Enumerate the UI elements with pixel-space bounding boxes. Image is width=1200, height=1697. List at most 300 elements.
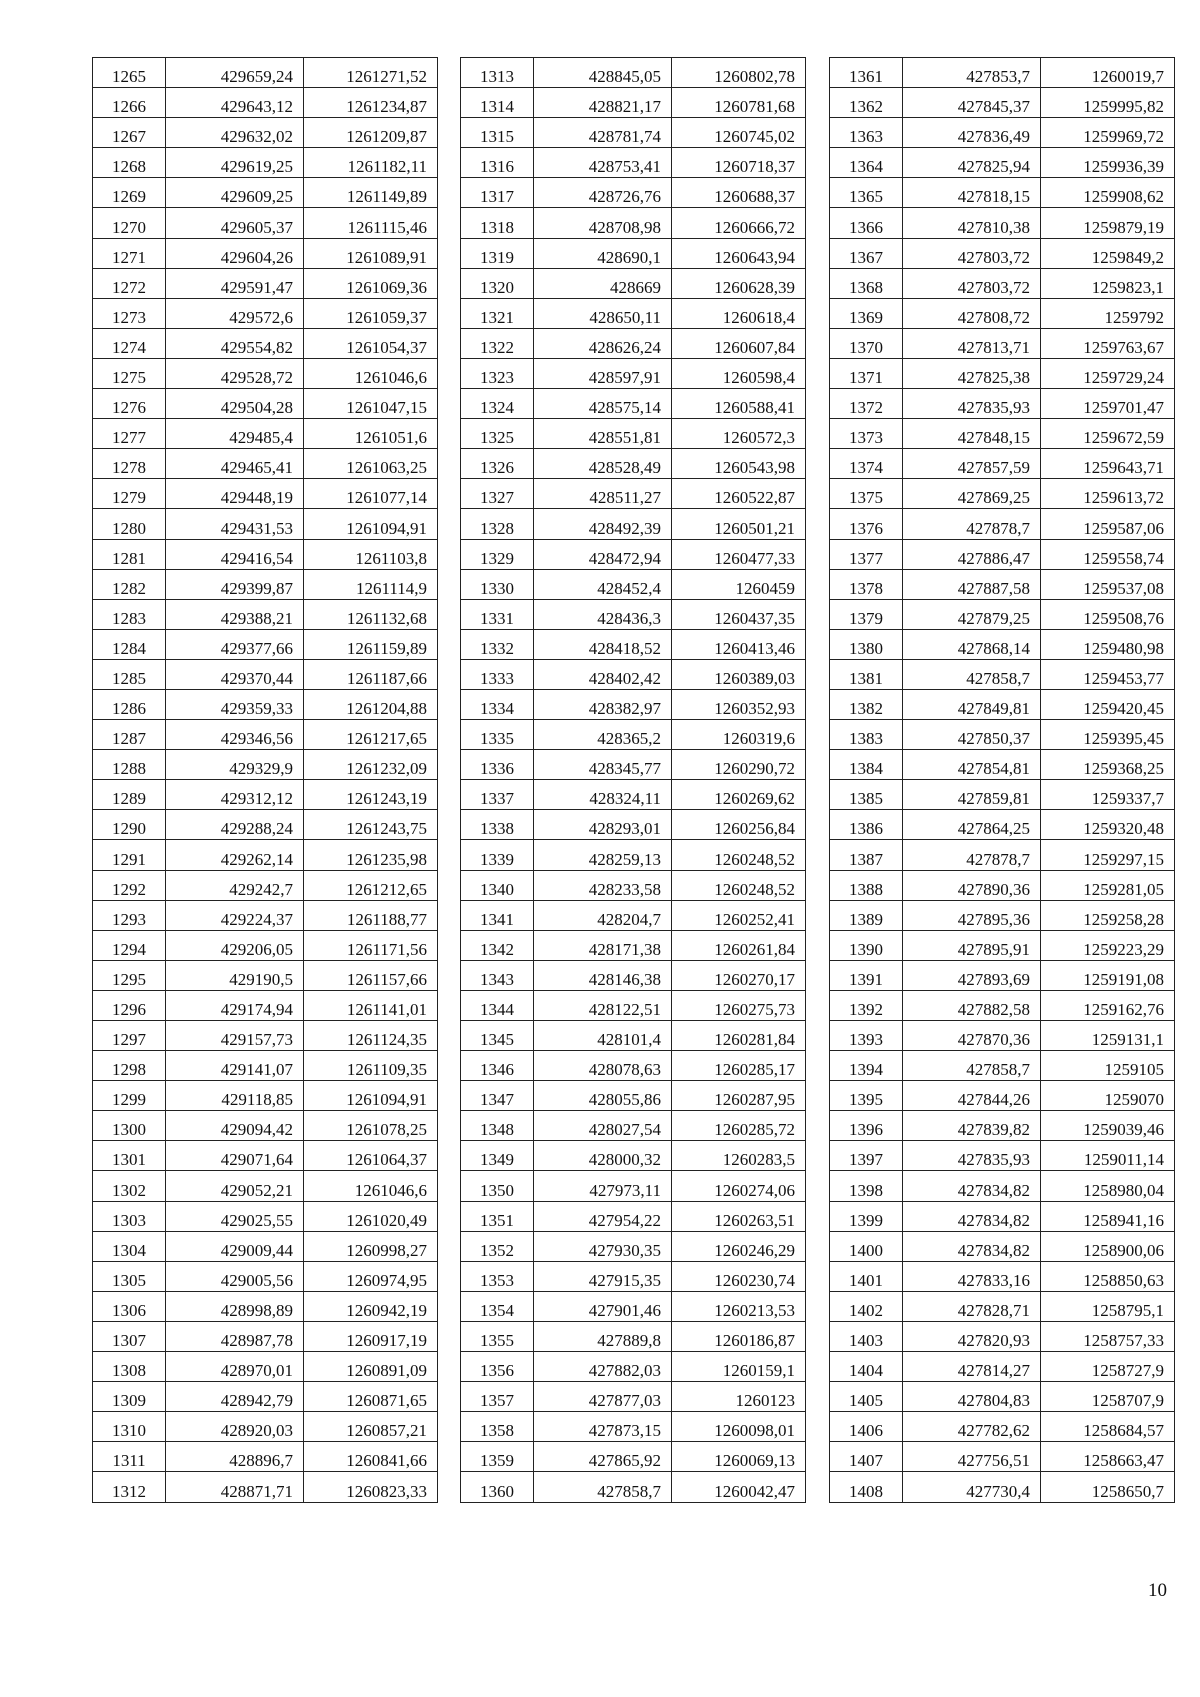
point-number-cell: 1280 [93, 509, 166, 539]
y-coordinate-cell: 1261069,36 [304, 268, 438, 298]
table-row [830, 569, 1175, 599]
table-row [93, 1201, 438, 1231]
table-row [93, 1171, 438, 1201]
x-coordinate-cell: 427895,36 [903, 900, 1041, 930]
table-row [830, 1442, 1175, 1472]
table-row [830, 930, 1175, 960]
table-row [93, 509, 438, 539]
x-coordinate-cell: 427853,7 [903, 58, 1041, 88]
x-coordinate-cell: 427869,25 [903, 479, 1041, 509]
x-coordinate-cell: 427808,72 [903, 298, 1041, 328]
table-row [461, 900, 806, 930]
y-coordinate-cell: 1261232,09 [304, 750, 438, 780]
table-row [93, 449, 438, 479]
table-row [93, 328, 438, 358]
table-row [830, 479, 1175, 509]
point-number-cell: 1291 [93, 840, 166, 870]
x-coordinate-cell: 429528,72 [166, 358, 304, 388]
x-coordinate-cell: 429346,56 [166, 720, 304, 750]
y-coordinate-cell: 1260522,87 [672, 479, 806, 509]
y-coordinate-cell: 1260998,27 [304, 1231, 438, 1261]
point-number-cell: 1311 [93, 1442, 166, 1472]
table-row [830, 88, 1175, 118]
table-row [830, 1141, 1175, 1171]
y-coordinate-cell: 1261171,56 [304, 930, 438, 960]
table-row [461, 1231, 806, 1261]
table-row [461, 358, 806, 388]
x-coordinate-cell: 428781,74 [534, 118, 672, 148]
x-coordinate-cell: 427859,81 [903, 780, 1041, 810]
y-coordinate-cell: 1260572,3 [672, 419, 806, 449]
y-coordinate-cell: 1259969,72 [1041, 118, 1175, 148]
table-row [830, 900, 1175, 930]
point-number-cell: 1289 [93, 780, 166, 810]
point-number-cell: 1269 [93, 178, 166, 208]
table-row [93, 1352, 438, 1382]
point-number-cell: 1339 [461, 840, 534, 870]
x-coordinate-cell: 428492,39 [534, 509, 672, 539]
table-row [830, 1021, 1175, 1051]
x-coordinate-cell: 428998,89 [166, 1291, 304, 1321]
x-coordinate-cell: 429659,24 [166, 58, 304, 88]
y-coordinate-cell: 1258795,1 [1041, 1291, 1175, 1321]
y-coordinate-cell: 1259879,19 [1041, 208, 1175, 238]
point-number-cell: 1361 [830, 58, 903, 88]
table-row [461, 449, 806, 479]
x-coordinate-cell: 428418,52 [534, 629, 672, 659]
table-row [830, 1081, 1175, 1111]
table-row [93, 960, 438, 990]
x-coordinate-cell: 428626,24 [534, 328, 672, 358]
x-coordinate-cell: 429118,85 [166, 1081, 304, 1111]
point-number-cell: 1403 [830, 1321, 903, 1351]
table-row [93, 629, 438, 659]
y-coordinate-cell: 1259613,72 [1041, 479, 1175, 509]
table-row [461, 780, 806, 810]
y-coordinate-cell: 1260123 [672, 1382, 806, 1412]
y-coordinate-cell: 1260098,01 [672, 1412, 806, 1442]
point-number-cell: 1290 [93, 810, 166, 840]
y-coordinate-cell: 1259258,28 [1041, 900, 1175, 930]
y-coordinate-cell: 1259297,15 [1041, 840, 1175, 870]
table-row [93, 389, 438, 419]
x-coordinate-cell: 429157,73 [166, 1021, 304, 1051]
point-number-cell: 1276 [93, 389, 166, 419]
point-number-cell: 1364 [830, 148, 903, 178]
x-coordinate-cell: 427845,37 [903, 88, 1041, 118]
x-coordinate-cell: 427915,35 [534, 1261, 672, 1291]
table-row [830, 118, 1175, 148]
table-row [461, 328, 806, 358]
table-row [461, 178, 806, 208]
y-coordinate-cell: 1259823,1 [1041, 268, 1175, 298]
x-coordinate-cell: 428345,77 [534, 750, 672, 780]
y-coordinate-cell: 1261089,91 [304, 238, 438, 268]
y-coordinate-cell: 1259368,25 [1041, 750, 1175, 780]
table-row [93, 840, 438, 870]
x-coordinate-cell: 429605,37 [166, 208, 304, 238]
table-row [461, 1201, 806, 1231]
x-coordinate-cell: 428452,4 [534, 569, 672, 599]
y-coordinate-cell: 1261212,65 [304, 870, 438, 900]
table-row [830, 328, 1175, 358]
point-number-cell: 1275 [93, 358, 166, 388]
table-row [830, 268, 1175, 298]
x-coordinate-cell: 427858,7 [534, 1472, 672, 1502]
table-row [93, 479, 438, 509]
coordinate-table-1 [92, 57, 438, 1503]
point-number-cell: 1295 [93, 960, 166, 990]
x-coordinate-cell: 429262,14 [166, 840, 304, 870]
x-coordinate-cell: 427730,4 [903, 1472, 1041, 1502]
table-row [830, 1261, 1175, 1291]
y-coordinate-cell: 1261209,87 [304, 118, 438, 148]
table-row [461, 1021, 806, 1051]
table-row [461, 1412, 806, 1442]
coordinate-table-2 [460, 57, 806, 1503]
table-row [830, 1231, 1175, 1261]
point-number-cell: 1349 [461, 1141, 534, 1171]
y-coordinate-cell: 1259763,67 [1041, 328, 1175, 358]
x-coordinate-cell: 427850,37 [903, 720, 1041, 750]
x-coordinate-cell: 428204,7 [534, 900, 672, 930]
y-coordinate-cell: 1260598,4 [672, 358, 806, 388]
y-coordinate-cell: 1259792 [1041, 298, 1175, 328]
table-row [461, 58, 806, 88]
x-coordinate-cell: 428233,58 [534, 870, 672, 900]
x-coordinate-cell: 429448,19 [166, 479, 304, 509]
x-coordinate-cell: 427803,72 [903, 238, 1041, 268]
x-coordinate-cell: 427814,27 [903, 1352, 1041, 1382]
table-row [830, 780, 1175, 810]
point-number-cell: 1340 [461, 870, 534, 900]
point-number-cell: 1278 [93, 449, 166, 479]
y-coordinate-cell: 1259672,59 [1041, 419, 1175, 449]
y-coordinate-cell: 1259223,29 [1041, 930, 1175, 960]
table-row [830, 509, 1175, 539]
point-number-cell: 1336 [461, 750, 534, 780]
table-row [93, 268, 438, 298]
point-number-cell: 1378 [830, 569, 903, 599]
x-coordinate-cell: 428259,13 [534, 840, 672, 870]
x-coordinate-cell: 427864,25 [903, 810, 1041, 840]
x-coordinate-cell: 429431,53 [166, 509, 304, 539]
point-number-cell: 1397 [830, 1141, 903, 1171]
table-row [93, 750, 438, 780]
x-coordinate-cell: 429609,25 [166, 178, 304, 208]
point-number-cell: 1353 [461, 1261, 534, 1291]
y-coordinate-cell: 1261094,91 [304, 509, 438, 539]
table-row [830, 810, 1175, 840]
y-coordinate-cell: 1259337,7 [1041, 780, 1175, 810]
table-row [93, 990, 438, 1020]
point-number-cell: 1348 [461, 1111, 534, 1141]
point-number-cell: 1342 [461, 930, 534, 960]
point-number-cell: 1344 [461, 990, 534, 1020]
y-coordinate-cell: 1260319,6 [672, 720, 806, 750]
page-number: 10 [1148, 1580, 1167, 1601]
table-row [93, 1472, 438, 1502]
x-coordinate-cell: 429052,21 [166, 1171, 304, 1201]
point-number-cell: 1338 [461, 810, 534, 840]
y-coordinate-cell: 1258757,33 [1041, 1321, 1175, 1351]
table-row [461, 1051, 806, 1081]
y-coordinate-cell: 1258850,63 [1041, 1261, 1175, 1291]
point-number-cell: 1358 [461, 1412, 534, 1442]
y-coordinate-cell: 1261077,14 [304, 479, 438, 509]
x-coordinate-cell: 428511,27 [534, 479, 672, 509]
y-coordinate-cell: 1260389,03 [672, 659, 806, 689]
x-coordinate-cell: 427839,82 [903, 1111, 1041, 1141]
point-number-cell: 1351 [461, 1201, 534, 1231]
y-coordinate-cell: 1261109,35 [304, 1051, 438, 1081]
y-coordinate-cell: 1261159,89 [304, 629, 438, 659]
table-row [830, 539, 1175, 569]
table-row [93, 900, 438, 930]
table-row [461, 840, 806, 870]
x-coordinate-cell: 428726,76 [534, 178, 672, 208]
point-number-cell: 1323 [461, 358, 534, 388]
y-coordinate-cell: 1259420,45 [1041, 689, 1175, 719]
point-number-cell: 1296 [93, 990, 166, 1020]
table-row [93, 930, 438, 960]
y-coordinate-cell: 1260891,09 [304, 1352, 438, 1382]
x-coordinate-cell: 427882,58 [903, 990, 1041, 1020]
x-coordinate-cell: 429094,42 [166, 1111, 304, 1141]
y-coordinate-cell: 1260283,5 [672, 1141, 806, 1171]
y-coordinate-cell: 1259281,05 [1041, 870, 1175, 900]
table-row [830, 1171, 1175, 1201]
table-row [830, 1382, 1175, 1412]
x-coordinate-cell: 428078,63 [534, 1051, 672, 1081]
table-row [93, 599, 438, 629]
y-coordinate-cell: 1259508,76 [1041, 599, 1175, 629]
table-row [93, 689, 438, 719]
x-coordinate-cell: 428382,97 [534, 689, 672, 719]
point-number-cell: 1319 [461, 238, 534, 268]
x-coordinate-cell: 428101,4 [534, 1021, 672, 1051]
point-number-cell: 1288 [93, 750, 166, 780]
point-number-cell: 1279 [93, 479, 166, 509]
table-row [461, 1442, 806, 1472]
table-row [93, 1231, 438, 1261]
point-number-cell: 1315 [461, 118, 534, 148]
x-coordinate-cell: 428942,79 [166, 1382, 304, 1412]
table-row [93, 1442, 438, 1472]
x-coordinate-cell: 429329,9 [166, 750, 304, 780]
table-row [830, 1352, 1175, 1382]
x-coordinate-cell: 427828,71 [903, 1291, 1041, 1321]
point-number-cell: 1374 [830, 449, 903, 479]
y-coordinate-cell: 1260042,47 [672, 1472, 806, 1502]
y-coordinate-cell: 1261103,8 [304, 539, 438, 569]
y-coordinate-cell: 1259039,46 [1041, 1111, 1175, 1141]
point-number-cell: 1324 [461, 389, 534, 419]
y-coordinate-cell: 1261115,46 [304, 208, 438, 238]
table-row [830, 1472, 1175, 1502]
point-number-cell: 1270 [93, 208, 166, 238]
point-number-cell: 1314 [461, 88, 534, 118]
x-coordinate-cell: 428669 [534, 268, 672, 298]
point-number-cell: 1292 [93, 870, 166, 900]
x-coordinate-cell: 429572,6 [166, 298, 304, 328]
table-row [93, 1291, 438, 1321]
table-row [461, 960, 806, 990]
point-number-cell: 1398 [830, 1171, 903, 1201]
table-row [830, 689, 1175, 719]
point-number-cell: 1265 [93, 58, 166, 88]
point-number-cell: 1360 [461, 1472, 534, 1502]
y-coordinate-cell: 1261235,98 [304, 840, 438, 870]
point-number-cell: 1370 [830, 328, 903, 358]
x-coordinate-cell: 427973,11 [534, 1171, 672, 1201]
point-number-cell: 1352 [461, 1231, 534, 1261]
table-row [93, 118, 438, 148]
x-coordinate-cell: 428597,91 [534, 358, 672, 388]
y-coordinate-cell: 1260213,53 [672, 1291, 806, 1321]
point-number-cell: 1396 [830, 1111, 903, 1141]
point-number-cell: 1301 [93, 1141, 166, 1171]
point-number-cell: 1366 [830, 208, 903, 238]
point-number-cell: 1373 [830, 419, 903, 449]
point-number-cell: 1346 [461, 1051, 534, 1081]
point-number-cell: 1359 [461, 1442, 534, 1472]
x-coordinate-cell: 427887,58 [903, 569, 1041, 599]
x-coordinate-cell: 428708,98 [534, 208, 672, 238]
y-coordinate-cell: 1260871,65 [304, 1382, 438, 1412]
point-number-cell: 1372 [830, 389, 903, 419]
point-number-cell: 1345 [461, 1021, 534, 1051]
x-coordinate-cell: 427870,36 [903, 1021, 1041, 1051]
point-number-cell: 1320 [461, 268, 534, 298]
x-coordinate-cell: 428753,41 [534, 148, 672, 178]
y-coordinate-cell: 1261064,37 [304, 1141, 438, 1171]
y-coordinate-cell: 1259537,08 [1041, 569, 1175, 599]
y-coordinate-cell: 1260607,84 [672, 328, 806, 358]
point-number-cell: 1362 [830, 88, 903, 118]
y-coordinate-cell: 1261124,35 [304, 1021, 438, 1051]
y-coordinate-cell: 1259558,74 [1041, 539, 1175, 569]
point-number-cell: 1355 [461, 1321, 534, 1351]
y-coordinate-cell: 1259011,14 [1041, 1141, 1175, 1171]
point-number-cell: 1388 [830, 870, 903, 900]
x-coordinate-cell: 427782,62 [903, 1412, 1041, 1442]
table-row [830, 599, 1175, 629]
y-coordinate-cell: 1260501,21 [672, 509, 806, 539]
x-coordinate-cell: 427886,47 [903, 539, 1041, 569]
table-row [93, 1021, 438, 1051]
table-row [830, 238, 1175, 268]
x-coordinate-cell: 429359,33 [166, 689, 304, 719]
table-row [830, 178, 1175, 208]
y-coordinate-cell: 1261149,89 [304, 178, 438, 208]
x-coordinate-cell: 429399,87 [166, 569, 304, 599]
table-row [830, 659, 1175, 689]
table-row [461, 118, 806, 148]
x-coordinate-cell: 427893,69 [903, 960, 1041, 990]
x-coordinate-cell: 427879,25 [903, 599, 1041, 629]
x-coordinate-cell: 428871,71 [166, 1472, 304, 1502]
y-coordinate-cell: 1259070 [1041, 1081, 1175, 1111]
table-row [830, 1321, 1175, 1351]
y-coordinate-cell: 1260290,72 [672, 750, 806, 780]
table-row [93, 870, 438, 900]
point-number-cell: 1384 [830, 750, 903, 780]
y-coordinate-cell: 1260543,98 [672, 449, 806, 479]
y-coordinate-cell: 1260477,33 [672, 539, 806, 569]
x-coordinate-cell: 427836,49 [903, 118, 1041, 148]
point-number-cell: 1293 [93, 900, 166, 930]
x-coordinate-cell: 429224,37 [166, 900, 304, 930]
y-coordinate-cell: 1261243,19 [304, 780, 438, 810]
table-row [93, 419, 438, 449]
y-coordinate-cell: 1261114,9 [304, 569, 438, 599]
x-coordinate-cell: 428690,1 [534, 238, 672, 268]
y-coordinate-cell: 1260413,46 [672, 629, 806, 659]
x-coordinate-cell: 428146,38 [534, 960, 672, 990]
x-coordinate-cell: 428575,14 [534, 389, 672, 419]
x-coordinate-cell: 427873,15 [534, 1412, 672, 1442]
table-row [830, 419, 1175, 449]
x-coordinate-cell: 428987,78 [166, 1321, 304, 1351]
y-coordinate-cell: 1261094,91 [304, 1081, 438, 1111]
point-number-cell: 1400 [830, 1231, 903, 1261]
point-number-cell: 1310 [93, 1412, 166, 1442]
point-number-cell: 1282 [93, 569, 166, 599]
point-number-cell: 1297 [93, 1021, 166, 1051]
y-coordinate-cell: 1261217,65 [304, 720, 438, 750]
x-coordinate-cell: 427858,7 [903, 659, 1041, 689]
x-coordinate-cell: 429312,12 [166, 780, 304, 810]
y-coordinate-cell: 1258941,16 [1041, 1201, 1175, 1231]
point-number-cell: 1354 [461, 1291, 534, 1321]
point-number-cell: 1273 [93, 298, 166, 328]
x-coordinate-cell: 429416,54 [166, 539, 304, 569]
point-number-cell: 1284 [93, 629, 166, 659]
table-row [461, 750, 806, 780]
y-coordinate-cell: 1259587,06 [1041, 509, 1175, 539]
point-number-cell: 1402 [830, 1291, 903, 1321]
table-row [93, 539, 438, 569]
y-coordinate-cell: 1258707,9 [1041, 1382, 1175, 1412]
point-number-cell: 1390 [830, 930, 903, 960]
point-number-cell: 1395 [830, 1081, 903, 1111]
table-row [830, 1291, 1175, 1321]
y-coordinate-cell: 1260745,02 [672, 118, 806, 148]
y-coordinate-cell: 1259995,82 [1041, 88, 1175, 118]
y-coordinate-cell: 1260246,29 [672, 1231, 806, 1261]
point-number-cell: 1308 [93, 1352, 166, 1382]
x-coordinate-cell: 429009,44 [166, 1231, 304, 1261]
point-number-cell: 1408 [830, 1472, 903, 1502]
x-coordinate-cell: 429377,66 [166, 629, 304, 659]
y-coordinate-cell: 1259453,77 [1041, 659, 1175, 689]
table-row [461, 539, 806, 569]
point-number-cell: 1325 [461, 419, 534, 449]
y-coordinate-cell: 1260287,95 [672, 1081, 806, 1111]
coordinate-table-3 [829, 57, 1175, 1503]
point-number-cell: 1329 [461, 539, 534, 569]
table-row [93, 1111, 438, 1141]
y-coordinate-cell: 1259105 [1041, 1051, 1175, 1081]
point-number-cell: 1381 [830, 659, 903, 689]
y-coordinate-cell: 1259320,48 [1041, 810, 1175, 840]
y-coordinate-cell: 1261243,75 [304, 810, 438, 840]
y-coordinate-cell: 1260974,95 [304, 1261, 438, 1291]
table-row [93, 208, 438, 238]
y-coordinate-cell: 1261234,87 [304, 88, 438, 118]
x-coordinate-cell: 428055,86 [534, 1081, 672, 1111]
